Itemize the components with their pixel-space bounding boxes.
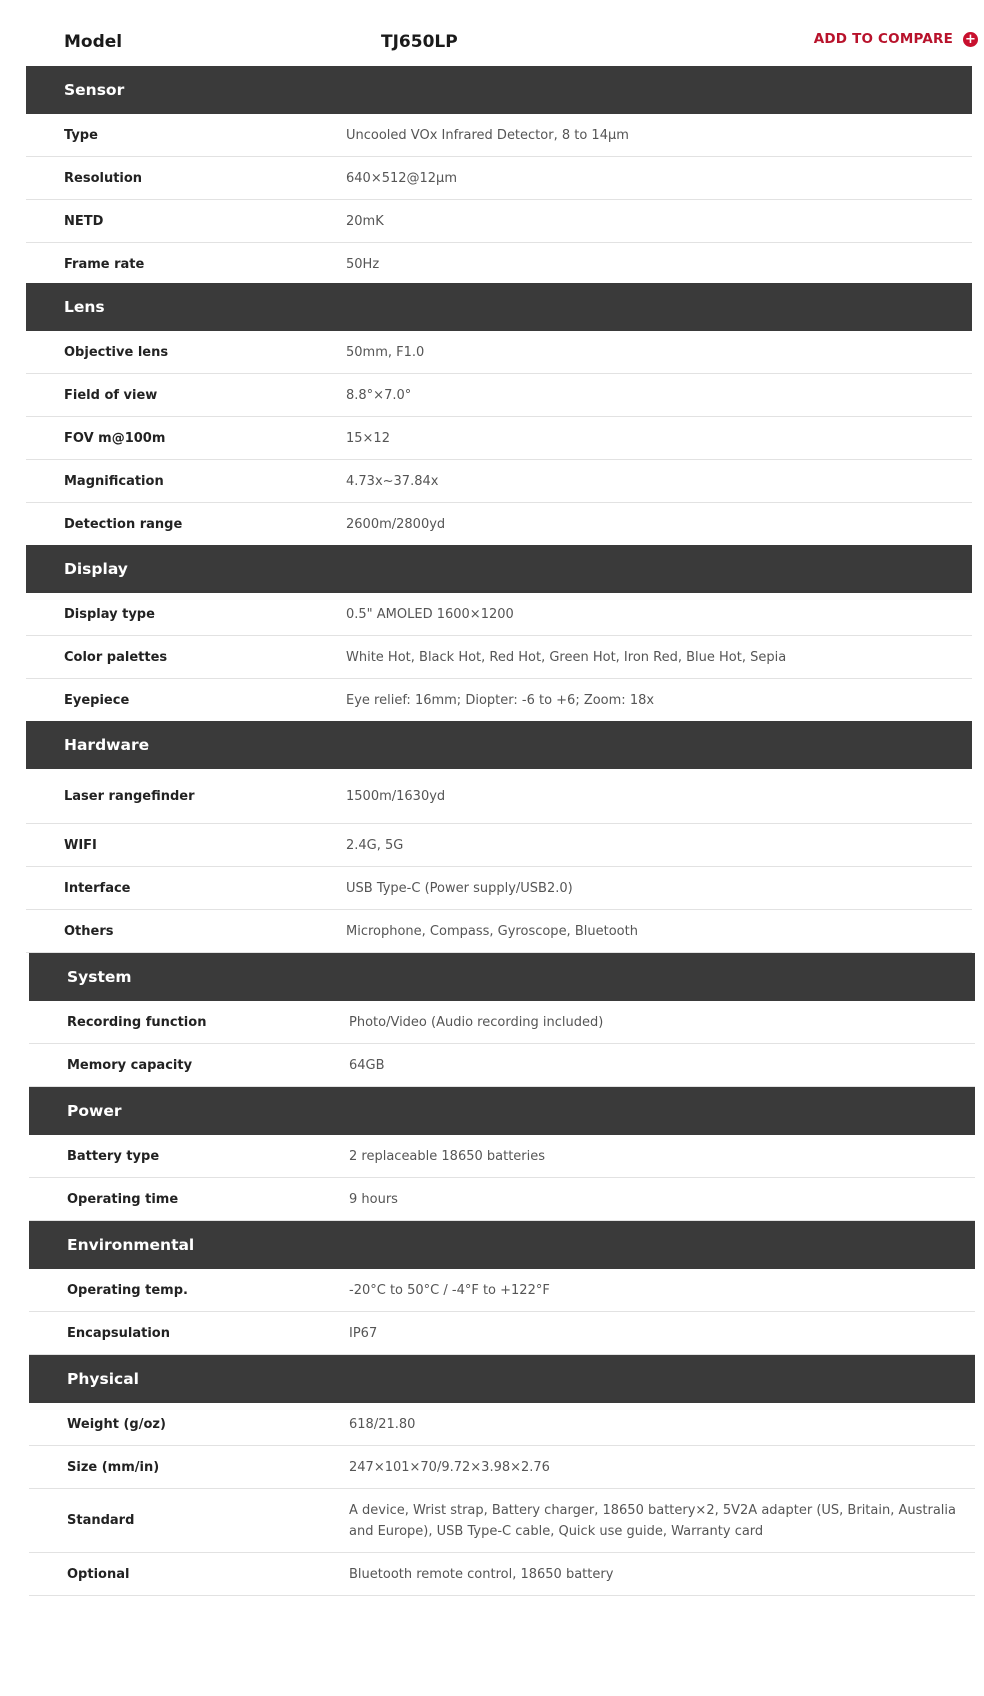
spec-label: Optional — [67, 1566, 130, 1582]
spec-label: Field of view — [64, 387, 158, 403]
spec-label: Detection range — [64, 516, 183, 532]
spec-label: Color palettes — [64, 649, 168, 665]
spec-value: 15×12 — [346, 430, 390, 446]
section-physical — [29, 1355, 975, 1596]
spec-value: White Hot, Black Hot, Red Hot, Green Hot, Iron Red, Blue Hot, Sepia — [346, 649, 787, 665]
spec-value: 9 hours — [349, 1191, 398, 1207]
spec-row — [29, 1312, 975, 1355]
spec-value: Microphone, Compass, Gyroscope, Bluetooth — [346, 923, 638, 939]
section-sensor — [26, 66, 972, 286]
spec-label: Type — [64, 127, 98, 143]
section-heading: Lens — [26, 283, 972, 331]
section-system — [29, 953, 975, 1087]
model-label: Model — [64, 32, 123, 52]
spec-label: Resolution — [64, 170, 143, 186]
spec-value: 50mm, F1.0 — [346, 344, 425, 360]
spec-value: 2.4G, 5G — [346, 837, 404, 853]
section-heading: Power — [29, 1087, 975, 1135]
section-heading: Display — [26, 545, 972, 593]
section-hardware — [26, 721, 972, 953]
spec-label: Display type — [64, 606, 155, 622]
spec-row — [26, 679, 972, 722]
spec-label: NETD — [64, 213, 104, 229]
model-value: TJ650LP — [381, 32, 458, 52]
spec-row — [29, 1178, 975, 1221]
spec-label: FOV m@100m — [64, 430, 166, 446]
spec-value: Uncooled VOx Infrared Detector, 8 to 14μm — [346, 127, 629, 143]
spec-value: 4.73x~37.84x — [346, 473, 439, 489]
section-environmental — [29, 1221, 975, 1355]
spec-value: 618/21.80 — [349, 1416, 416, 1432]
spec-row — [26, 200, 972, 243]
spec-row — [29, 1044, 975, 1087]
spec-label: WIFI — [64, 837, 97, 853]
spec-label: Laser rangefinder — [64, 788, 195, 804]
spec-row — [26, 867, 972, 910]
spec-value: 2600m/2800yd — [346, 516, 446, 532]
spec-row — [29, 1446, 975, 1489]
spec-label: Operating temp. — [67, 1282, 188, 1298]
spec-row — [26, 460, 972, 503]
spec-value: 247×101×70/9.72×3.98×2.76 — [349, 1459, 550, 1475]
spec-row — [29, 1269, 975, 1312]
spec-value: A device, Wrist strap, Battery charger, 18650 battery×2, 5V2A adapter (US, Britain, Australia and Europe), USB Type-C cable, Quick use guide, Warranty card — [349, 1502, 956, 1539]
add-to-compare-button[interactable] — [814, 31, 978, 47]
spec-label: Eyepiece — [64, 692, 130, 708]
spec-row — [26, 331, 972, 374]
spec-label: Objective lens — [64, 344, 169, 360]
spec-row — [26, 593, 972, 636]
spec-label: Magnification — [64, 473, 164, 489]
spec-label: Interface — [64, 880, 131, 896]
section-heading: System — [29, 953, 975, 1001]
spec-row — [29, 1135, 975, 1178]
spec-row — [26, 503, 972, 546]
spec-value: 8.8°×7.0° — [346, 387, 412, 403]
spec-label: Battery type — [67, 1148, 160, 1164]
spec-value: 2 replaceable 18650 batteries — [349, 1148, 546, 1164]
spec-value: 1500m/1630yd — [346, 788, 446, 804]
spec-row — [26, 636, 972, 679]
spec-row — [26, 243, 972, 286]
section-heading: Environmental — [29, 1221, 975, 1269]
add-to-compare-label: ADD TO COMPARE — [813, 31, 953, 47]
spec-value: 640×512@12μm — [346, 170, 457, 186]
section-heading: Sensor — [26, 66, 972, 114]
section-display — [26, 545, 972, 722]
section-lens — [26, 283, 972, 546]
section-power — [29, 1087, 975, 1221]
section-heading: Physical — [29, 1355, 975, 1403]
spec-row — [26, 910, 972, 953]
spec-row — [26, 114, 972, 157]
spec-row — [26, 374, 972, 417]
spec-row — [29, 1553, 975, 1596]
spec-row — [29, 1403, 975, 1446]
spec-value: Bluetooth remote control, 18650 battery — [349, 1566, 614, 1582]
section-heading: Hardware — [26, 721, 972, 769]
spec-row — [29, 1489, 975, 1553]
spec-value: -20°C to 50°C / -4°F to +122°F — [349, 1282, 550, 1298]
spec-label: Others — [64, 923, 114, 939]
spec-row — [29, 1001, 975, 1044]
plus-circle-icon: + — [963, 32, 978, 47]
spec-label: Size (mm/in) — [67, 1459, 160, 1475]
spec-label: Weight (g/oz) — [67, 1416, 166, 1432]
spec-value: USB Type-C (Power supply/USB2.0) — [346, 880, 573, 896]
spec-value: 50Hz — [346, 256, 380, 272]
spec-row — [26, 417, 972, 460]
spec-row — [26, 824, 972, 867]
spec-row — [26, 769, 972, 824]
spec-value: Eye relief: 16mm; Diopter: -6 to +6; Zoom: 18x — [346, 692, 655, 708]
spec-label: Operating time — [67, 1191, 179, 1207]
spec-label: Memory capacity — [67, 1057, 193, 1073]
spec-label: Encapsulation — [67, 1325, 170, 1341]
spec-label: Standard — [67, 1513, 135, 1528]
spec-value: 0.5" AMOLED 1600×1200 — [346, 606, 514, 622]
spec-value: 64GB — [349, 1057, 385, 1073]
spec-value: IP67 — [349, 1325, 378, 1341]
spec-value: 20mK — [346, 213, 384, 229]
spec-value: Photo/Video (Audio recording included) — [349, 1014, 604, 1030]
spec-label: Frame rate — [64, 256, 145, 272]
spec-label: Recording function — [67, 1014, 207, 1030]
spec-row — [26, 157, 972, 200]
model-header — [26, 20, 976, 64]
